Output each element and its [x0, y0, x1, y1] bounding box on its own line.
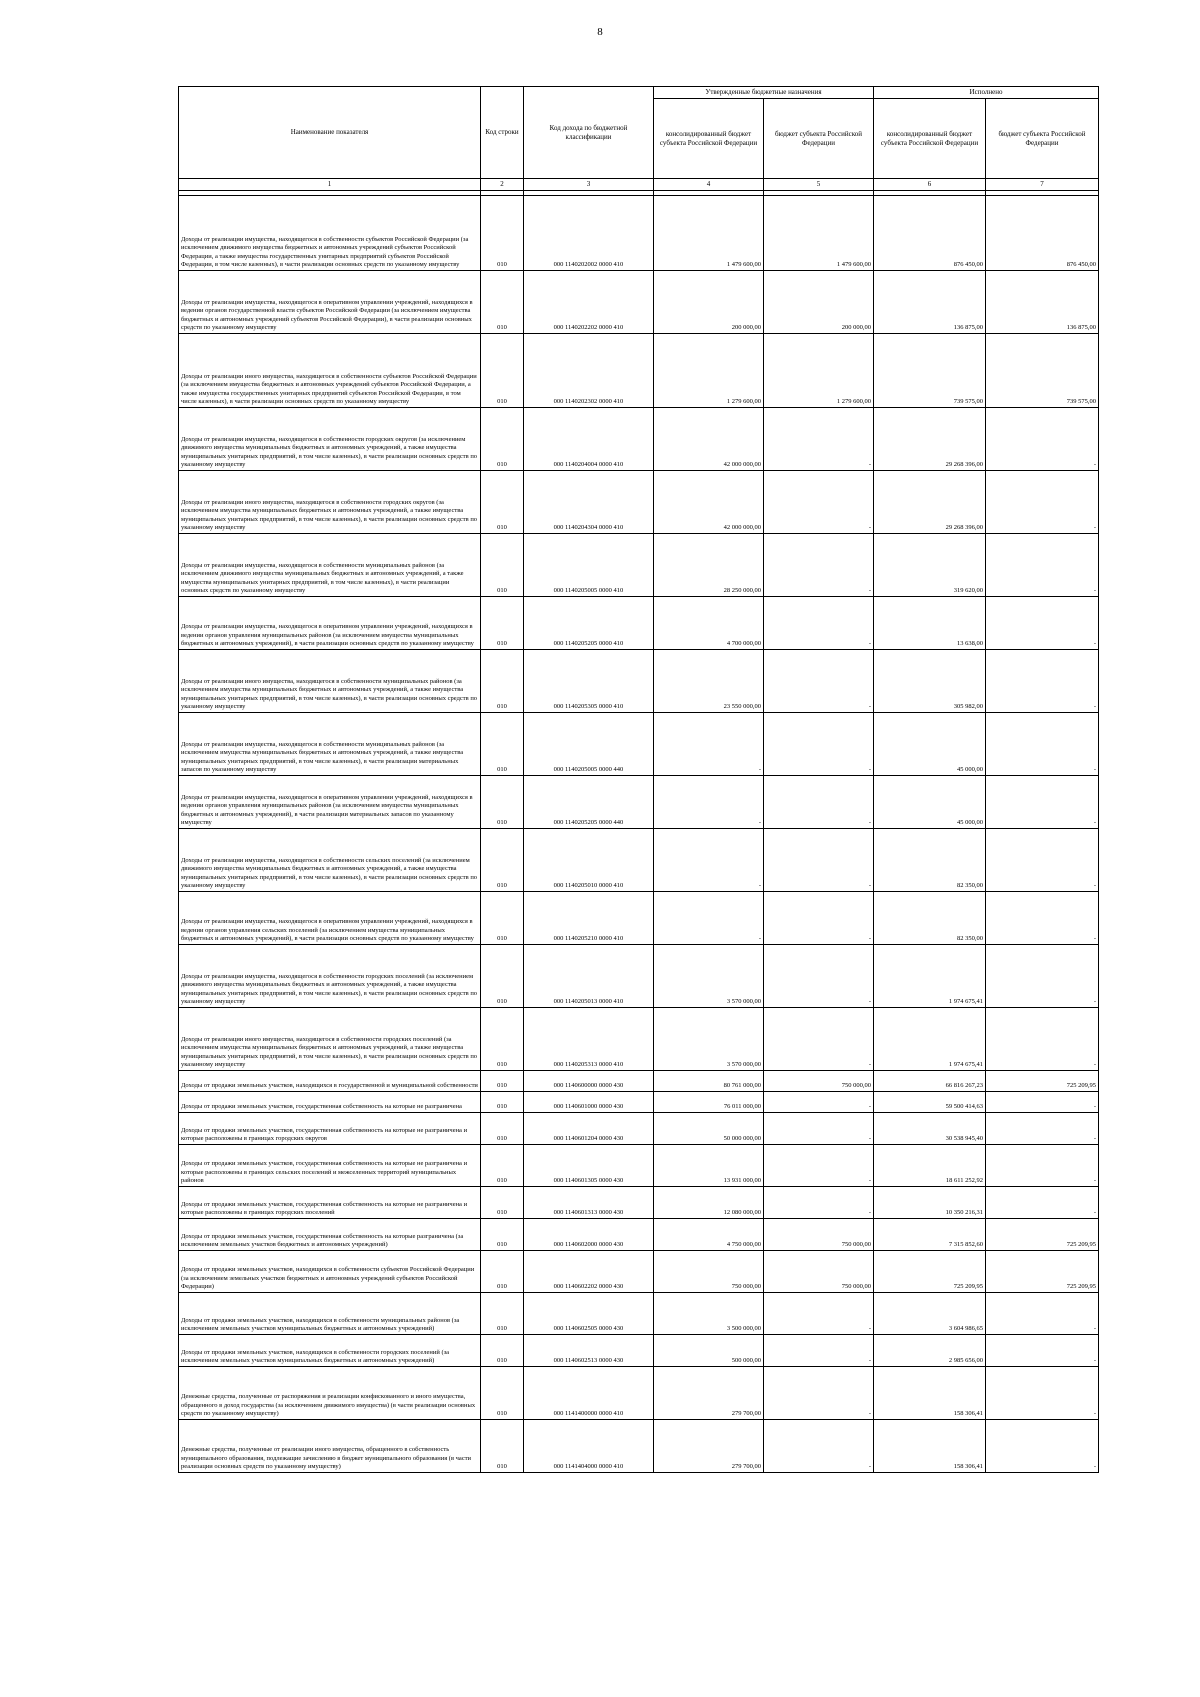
row-name: Доходы от продажи земельных участков, государственная собственность на которые не разграничена	[179, 1092, 481, 1113]
row-approved-consolidated: -	[654, 892, 764, 945]
row-kbk: 000 1140202302 0000 410	[524, 334, 654, 408]
row-approved-consolidated: -	[654, 829, 764, 892]
header-approved-consolidated: консолидированный бюджет субъекта Российской Федерации	[654, 99, 764, 179]
row-kbk: 000 1140205005 0000 410	[524, 534, 654, 597]
row-code: 010	[481, 1335, 524, 1367]
row-name: Доходы от реализации имущества, находящегося в собственности городских поселений (за исключением движимого имущества муниципальных бюджетных и автономных учреждений, а также имущества муниципальных унитарных предприятий, в том числе казенных), в части реализации основных средств по указанному имуществу	[179, 945, 481, 1008]
row-approved-consolidated: -	[654, 713, 764, 776]
row-kbk: 000 1140204304 0000 410	[524, 471, 654, 534]
row-executed-consolidated: 13 638,00	[874, 597, 986, 650]
row-executed-consolidated: 158 306,41	[874, 1420, 986, 1473]
row-approved-subject: -	[764, 1187, 874, 1219]
row-approved-subject: -	[764, 945, 874, 1008]
row-executed-subject: -	[986, 945, 1099, 1008]
row-executed-subject: -	[986, 597, 1099, 650]
row-name: Доходы от продажи земельных участков, государственная собственность на которые не разграничена и которые расположены в границах городских округов	[179, 1113, 481, 1145]
row-code: 010	[481, 271, 524, 334]
row-name: Доходы от реализации имущества, находящегося в оперативном управлении учреждений, находящихся в ведении органов управления сельских поселений (за исключением имущества муниципальных бюджетных и автономных учреждений), в части реализации основных средств по указанному имуществу	[179, 892, 481, 945]
header-approved-group: Утвержденные бюджетные назначения	[654, 87, 874, 99]
row-executed-consolidated: 82 350,00	[874, 829, 986, 892]
row-approved-subject: -	[764, 776, 874, 829]
row-kbk: 000 1140602513 0000 430	[524, 1335, 654, 1367]
table-row	[179, 776, 1099, 829]
row-executed-subject: -	[986, 1092, 1099, 1113]
header-executed-group: Исполнено	[874, 87, 1099, 99]
row-code: 010	[481, 196, 524, 271]
row-approved-subject: 1 279 600,00	[764, 334, 874, 408]
row-kbk: 000 1141400000 0000 410	[524, 1367, 654, 1420]
row-code: 010	[481, 650, 524, 713]
table-row	[179, 1219, 1099, 1251]
row-code: 010	[481, 776, 524, 829]
row-kbk: 000 1140205005 0000 440	[524, 713, 654, 776]
table-row	[179, 1367, 1099, 1420]
row-executed-subject: 725 209,95	[986, 1071, 1099, 1092]
row-executed-consolidated: 1 974 675,41	[874, 945, 986, 1008]
header-executed-consolidated: консолидированный бюджет субъекта Российской Федерации	[874, 99, 986, 179]
table-row	[179, 597, 1099, 650]
column-number: 1	[179, 179, 481, 191]
row-executed-consolidated: 158 306,41	[874, 1367, 986, 1420]
row-executed-subject: -	[986, 471, 1099, 534]
table-row	[179, 1420, 1099, 1473]
row-kbk: 000 1140204004 0000 410	[524, 408, 654, 471]
row-executed-consolidated: 876 450,00	[874, 196, 986, 271]
row-code: 010	[481, 945, 524, 1008]
column-number: 5	[764, 179, 874, 191]
row-code: 010	[481, 1367, 524, 1420]
row-kbk: 000 1140205313 0000 410	[524, 1008, 654, 1071]
row-approved-consolidated: 42 000 000,00	[654, 471, 764, 534]
row-approved-subject: 750 000,00	[764, 1071, 874, 1092]
row-approved-subject: -	[764, 1092, 874, 1113]
row-approved-subject: -	[764, 892, 874, 945]
row-code: 010	[481, 1092, 524, 1113]
row-code: 010	[481, 408, 524, 471]
row-kbk: 000 1140205305 0000 410	[524, 650, 654, 713]
row-approved-consolidated: 4 700 000,00	[654, 597, 764, 650]
row-approved-subject: -	[764, 713, 874, 776]
row-executed-subject: 725 209,95	[986, 1219, 1099, 1251]
row-code: 010	[481, 471, 524, 534]
row-executed-subject: -	[986, 1145, 1099, 1187]
row-approved-consolidated: 23 550 000,00	[654, 650, 764, 713]
row-executed-consolidated: 66 816 267,23	[874, 1071, 986, 1092]
row-code: 010	[481, 1219, 524, 1251]
row-kbk: 000 1140202202 0000 410	[524, 271, 654, 334]
row-code: 010	[481, 829, 524, 892]
table-row	[179, 196, 1099, 271]
row-approved-consolidated: 80 761 000,00	[654, 1071, 764, 1092]
row-executed-subject: -	[986, 408, 1099, 471]
row-code: 010	[481, 1071, 524, 1092]
row-kbk: 000 1141404000 0000 410	[524, 1420, 654, 1473]
row-code: 010	[481, 334, 524, 408]
column-number: 6	[874, 179, 986, 191]
row-executed-consolidated: 739 575,00	[874, 334, 986, 408]
row-approved-consolidated: 50 000 000,00	[654, 1113, 764, 1145]
row-executed-subject: -	[986, 776, 1099, 829]
table-row	[179, 334, 1099, 408]
row-executed-consolidated: 82 350,00	[874, 892, 986, 945]
column-number: 3	[524, 179, 654, 191]
page-number: 8	[597, 26, 603, 38]
row-executed-consolidated: 2 985 656,00	[874, 1335, 986, 1367]
row-approved-subject: -	[764, 1113, 874, 1145]
row-kbk: 000 1140205205 0000 410	[524, 597, 654, 650]
row-code: 010	[481, 892, 524, 945]
row-executed-consolidated: 725 209,95	[874, 1251, 986, 1293]
table-row	[179, 534, 1099, 597]
table-row	[179, 1071, 1099, 1092]
row-name: Доходы от продажи земельных участков, находящихся в собственности городских поселений (за исключением земельных участков муниципальных бюджетных и автономных учреждений)	[179, 1335, 481, 1367]
row-executed-consolidated: 305 982,00	[874, 650, 986, 713]
row-name: Доходы от реализации имущества, находящегося в собственности муниципальных районов (за исключением имущества муниципальных бюджетных и автономных учреждений, а также имущества муниципальных унитарных предприятий, в том числе казенных), в части реализации материальных запасов по указанному имуществу	[179, 713, 481, 776]
table-row	[179, 1293, 1099, 1335]
row-approved-consolidated: 28 250 000,00	[654, 534, 764, 597]
table-body	[179, 191, 1099, 1473]
row-executed-consolidated: 1 974 675,41	[874, 1008, 986, 1071]
row-name: Доходы от продажи земельных участков, государственная собственность на которые не разграничена и которые расположены в границах сельских поселений и межселенных территорий муниципальных районов	[179, 1145, 481, 1187]
row-executed-subject: 136 875,00	[986, 271, 1099, 334]
row-approved-subject: 750 000,00	[764, 1219, 874, 1251]
row-code: 010	[481, 713, 524, 776]
row-approved-consolidated: 3 500 000,00	[654, 1293, 764, 1335]
header-approved-subject: бюджет субъекта Российской Федерации	[764, 99, 874, 179]
row-executed-consolidated: 30 538 945,40	[874, 1113, 986, 1145]
row-code: 010	[481, 1187, 524, 1219]
row-executed-subject: 725 209,95	[986, 1251, 1099, 1293]
table-row	[179, 271, 1099, 334]
row-kbk: 000 1140602000 0000 430	[524, 1219, 654, 1251]
table-row	[179, 650, 1099, 713]
row-name: Доходы от продажи земельных участков, государственная собственность на которые не разграничена и которые расположены в границах городских поселений	[179, 1187, 481, 1219]
row-executed-subject: -	[986, 534, 1099, 597]
row-approved-subject: -	[764, 534, 874, 597]
table-row	[179, 1145, 1099, 1187]
row-executed-subject: -	[986, 1335, 1099, 1367]
row-kbk: 000 1140205210 0000 410	[524, 892, 654, 945]
row-approved-consolidated: 13 931 000,00	[654, 1145, 764, 1187]
table-row	[179, 408, 1099, 471]
row-executed-consolidated: 136 875,00	[874, 271, 986, 334]
row-name: Денежные средства, полученные от распоряжения и реализации конфискованного и иного имущества, обращенного в доход государства (за исключением движимого имущества) (в части реализации основных средств по указанному имуществу)	[179, 1367, 481, 1420]
row-kbk: 000 1140205013 0000 410	[524, 945, 654, 1008]
row-executed-consolidated: 18 611 252,92	[874, 1145, 986, 1187]
row-kbk: 000 1140602202 0000 430	[524, 1251, 654, 1293]
row-approved-subject: -	[764, 471, 874, 534]
header-name: Наименование показателя	[179, 87, 481, 179]
table-row	[179, 1335, 1099, 1367]
row-code: 010	[481, 597, 524, 650]
row-approved-subject: -	[764, 1335, 874, 1367]
row-executed-subject: -	[986, 1113, 1099, 1145]
row-executed-subject: -	[986, 892, 1099, 945]
column-number: 7	[986, 179, 1099, 191]
row-name: Доходы от реализации имущества, находящегося в собственности сельских поселений (за исключением движимого имущества муниципальных бюджетных и автономных учреждений, а также имущества муниципальных унитарных предприятий, в том числе казенных), в части реализации основных средств по указанному имуществу	[179, 829, 481, 892]
row-approved-subject: -	[764, 1293, 874, 1335]
row-name: Доходы от реализации имущества, находящегося в собственности муниципальных районов (за исключением движимого имущества муниципальных бюджетных и автономных учреждений, а также имущества муниципальных унитарных предприятий, в том числе казенных), в части реализации основных средств по указанному имуществу	[179, 534, 481, 597]
row-approved-consolidated: 279 700,00	[654, 1420, 764, 1473]
row-executed-consolidated: 7 315 852,60	[874, 1219, 986, 1251]
row-approved-subject: 200 000,00	[764, 271, 874, 334]
row-name: Доходы от продажи земельных участков, находящихся в собственности муниципальных районов (за исключением земельных участков муниципальных бюджетных и автономных учреждений)	[179, 1293, 481, 1335]
row-approved-consolidated: 500 000,00	[654, 1335, 764, 1367]
header-kbk: Код дохода по бюджетной классификации	[524, 87, 654, 179]
row-code: 010	[481, 1008, 524, 1071]
row-executed-consolidated: 3 604 986,65	[874, 1293, 986, 1335]
row-executed-consolidated: 29 268 396,00	[874, 471, 986, 534]
row-name: Доходы от реализации имущества, находящегося в оперативном управлении учреждений, находящихся в ведении органов управления муниципальных районов (за исключением имущества муниципальных бюджетных и автономных учреждений), в части реализации материальных запасов по указанному имуществу	[179, 776, 481, 829]
row-name: Доходы от реализации иного имущества, находящегося в собственности городских округов (за исключением имущества муниципальных бюджетных и автономных учреждений, а также имущества муниципальных унитарных предприятий, в том числе казенных), в части реализации основных средств по указанному имуществу	[179, 471, 481, 534]
table-row	[179, 1008, 1099, 1071]
column-number: 2	[481, 179, 524, 191]
row-executed-subject: -	[986, 1008, 1099, 1071]
row-name: Доходы от продажи земельных участков, находящихся в государственной и муниципальной собственности	[179, 1071, 481, 1092]
row-executed-consolidated: 10 350 216,31	[874, 1187, 986, 1219]
row-executed-subject: 739 575,00	[986, 334, 1099, 408]
row-approved-consolidated: 1 479 600,00	[654, 196, 764, 271]
row-approved-subject: 750 000,00	[764, 1251, 874, 1293]
row-executed-consolidated: 319 620,00	[874, 534, 986, 597]
row-code: 010	[481, 1145, 524, 1187]
row-code: 010	[481, 1113, 524, 1145]
row-kbk: 000 1140601000 0000 430	[524, 1092, 654, 1113]
table-row	[179, 713, 1099, 776]
row-executed-consolidated: 59 500 414,63	[874, 1092, 986, 1113]
row-executed-consolidated: 45 000,00	[874, 776, 986, 829]
row-approved-consolidated: 4 750 000,00	[654, 1219, 764, 1251]
row-kbk: 000 1140202002 0000 410	[524, 196, 654, 271]
row-kbk: 000 1140205010 0000 410	[524, 829, 654, 892]
row-executed-subject: -	[986, 1187, 1099, 1219]
row-approved-consolidated: 12 080 000,00	[654, 1187, 764, 1219]
row-kbk: 000 1140601305 0000 430	[524, 1145, 654, 1187]
row-executed-consolidated: 29 268 396,00	[874, 408, 986, 471]
row-name: Доходы от реализации иного имущества, находящегося в собственности субъектов Российской Федерации (за исключением имущества бюджетных и автономных учреждений субъектов Российской Федерации, а также имущества государственных унитарных предприятий субъектов Российской Федерации, в том числе казенных), в части реализации основных средств по указанному имуществу	[179, 334, 481, 408]
row-approved-subject: -	[764, 1145, 874, 1187]
column-number: 4	[654, 179, 764, 191]
row-executed-subject: -	[986, 650, 1099, 713]
table-row	[179, 1113, 1099, 1145]
row-kbk: 000 1140602505 0000 430	[524, 1293, 654, 1335]
row-executed-subject: -	[986, 1293, 1099, 1335]
row-approved-consolidated: 76 011 000,00	[654, 1092, 764, 1113]
row-kbk: 000 1140205205 0000 440	[524, 776, 654, 829]
row-approved-consolidated: 279 700,00	[654, 1367, 764, 1420]
row-name: Доходы от реализации имущества, находящегося в оперативном управлении учреждений, находящихся в ведении органов управления муниципальных районов (за исключением имущества муниципальных бюджетных и автономных учреждений), в части реализации основных средств по указанному имуществу	[179, 597, 481, 650]
row-approved-subject: -	[764, 1008, 874, 1071]
row-approved-consolidated: 3 570 000,00	[654, 1008, 764, 1071]
row-name: Доходы от реализации имущества, находящегося в собственности субъектов Российской Федерации (за исключением движимого имущества бюджетных и автономных учреждений субъектов Российской Федерации, а также имущества государственных унитарных предприятий субъектов Российской Федерации, в том числе казенных), в части реализации основных средств по указанному имуществу	[179, 196, 481, 271]
row-name: Доходы от продажи земельных участков, находящихся в собственности субъектов Российской Федерации (за исключением земельных участков бюджетных и автономных учреждений субъектов Российской Федерации)	[179, 1251, 481, 1293]
income-execution-table	[178, 86, 1099, 1473]
row-code: 010	[481, 534, 524, 597]
row-executed-subject: -	[986, 829, 1099, 892]
row-name: Доходы от реализации имущества, находящегося в собственности городских округов (за исключением движимого имущества муниципальных бюджетных и автономных учреждений, а также имущества муниципальных унитарных предприятий, в том числе казенных), в части реализации основных средств по указанному имуществу	[179, 408, 481, 471]
table-row	[179, 829, 1099, 892]
row-executed-subject: -	[986, 713, 1099, 776]
row-name: Доходы от продажи земельных участков, государственная собственность на которые разграничена (за исключением земельных участков бюджетных и автономных учреждений)	[179, 1219, 481, 1251]
row-name: Денежные средства, полученные от реализации иного имущества, обращенного в собственность муниципального образования, подлежащие зачислению в бюджет муниципального образования (в части реализации основных средств по указанному имуществу)	[179, 1420, 481, 1473]
row-kbk: 000 1140601204 0000 430	[524, 1113, 654, 1145]
table-row	[179, 471, 1099, 534]
table-row	[179, 1187, 1099, 1219]
table-row	[179, 945, 1099, 1008]
row-kbk: 000 1140601313 0000 430	[524, 1187, 654, 1219]
row-approved-subject: -	[764, 597, 874, 650]
row-approved-subject: -	[764, 1420, 874, 1473]
row-executed-consolidated: 45 000,00	[874, 713, 986, 776]
row-approved-subject: 1 479 600,00	[764, 196, 874, 271]
row-approved-subject: -	[764, 650, 874, 713]
row-name: Доходы от реализации иного имущества, находящегося в собственности городских поселений (за исключением имущества муниципальных бюджетных и автономных учреждений, а также имущества муниципальных унитарных предприятий, в том числе казенных), в части реализации основных средств по указанному имуществу	[179, 1008, 481, 1071]
row-code: 010	[481, 1420, 524, 1473]
row-approved-consolidated: 3 570 000,00	[654, 945, 764, 1008]
row-kbk: 000 1140600000 0000 430	[524, 1071, 654, 1092]
row-approved-consolidated: 1 279 600,00	[654, 334, 764, 408]
row-approved-consolidated: -	[654, 776, 764, 829]
row-approved-consolidated: 750 000,00	[654, 1251, 764, 1293]
row-approved-consolidated: 200 000,00	[654, 271, 764, 334]
row-approved-consolidated: 42 000 000,00	[654, 408, 764, 471]
row-executed-subject: 876 450,00	[986, 196, 1099, 271]
header-executed-subject: бюджет субъекта Российской Федерации	[986, 99, 1099, 179]
row-approved-subject: -	[764, 1367, 874, 1420]
row-code: 010	[481, 1293, 524, 1335]
row-executed-subject: -	[986, 1367, 1099, 1420]
row-name: Доходы от реализации имущества, находящегося в оперативном управлении учреждений, находящихся в ведении органов государственной власти субъектов Российской Федерации (за исключением имущества бюджетных и автономных учреждений субъектов Российской Федерации), в части реализации основных средств по указанному имуществу	[179, 271, 481, 334]
row-executed-subject: -	[986, 1420, 1099, 1473]
row-approved-subject: -	[764, 408, 874, 471]
table-row	[179, 1092, 1099, 1113]
row-name: Доходы от реализации иного имущества, находящегося в собственности муниципальных районов (за исключением имущества муниципальных бюджетных и автономных учреждений, а также имущества муниципальных унитарных предприятий, в том числе казенных), в части реализации основных средств по указанному имуществу	[179, 650, 481, 713]
row-approved-subject: -	[764, 829, 874, 892]
table-row	[179, 1251, 1099, 1293]
header-code: Код строки	[481, 87, 524, 179]
row-code: 010	[481, 1251, 524, 1293]
table-row	[179, 892, 1099, 945]
